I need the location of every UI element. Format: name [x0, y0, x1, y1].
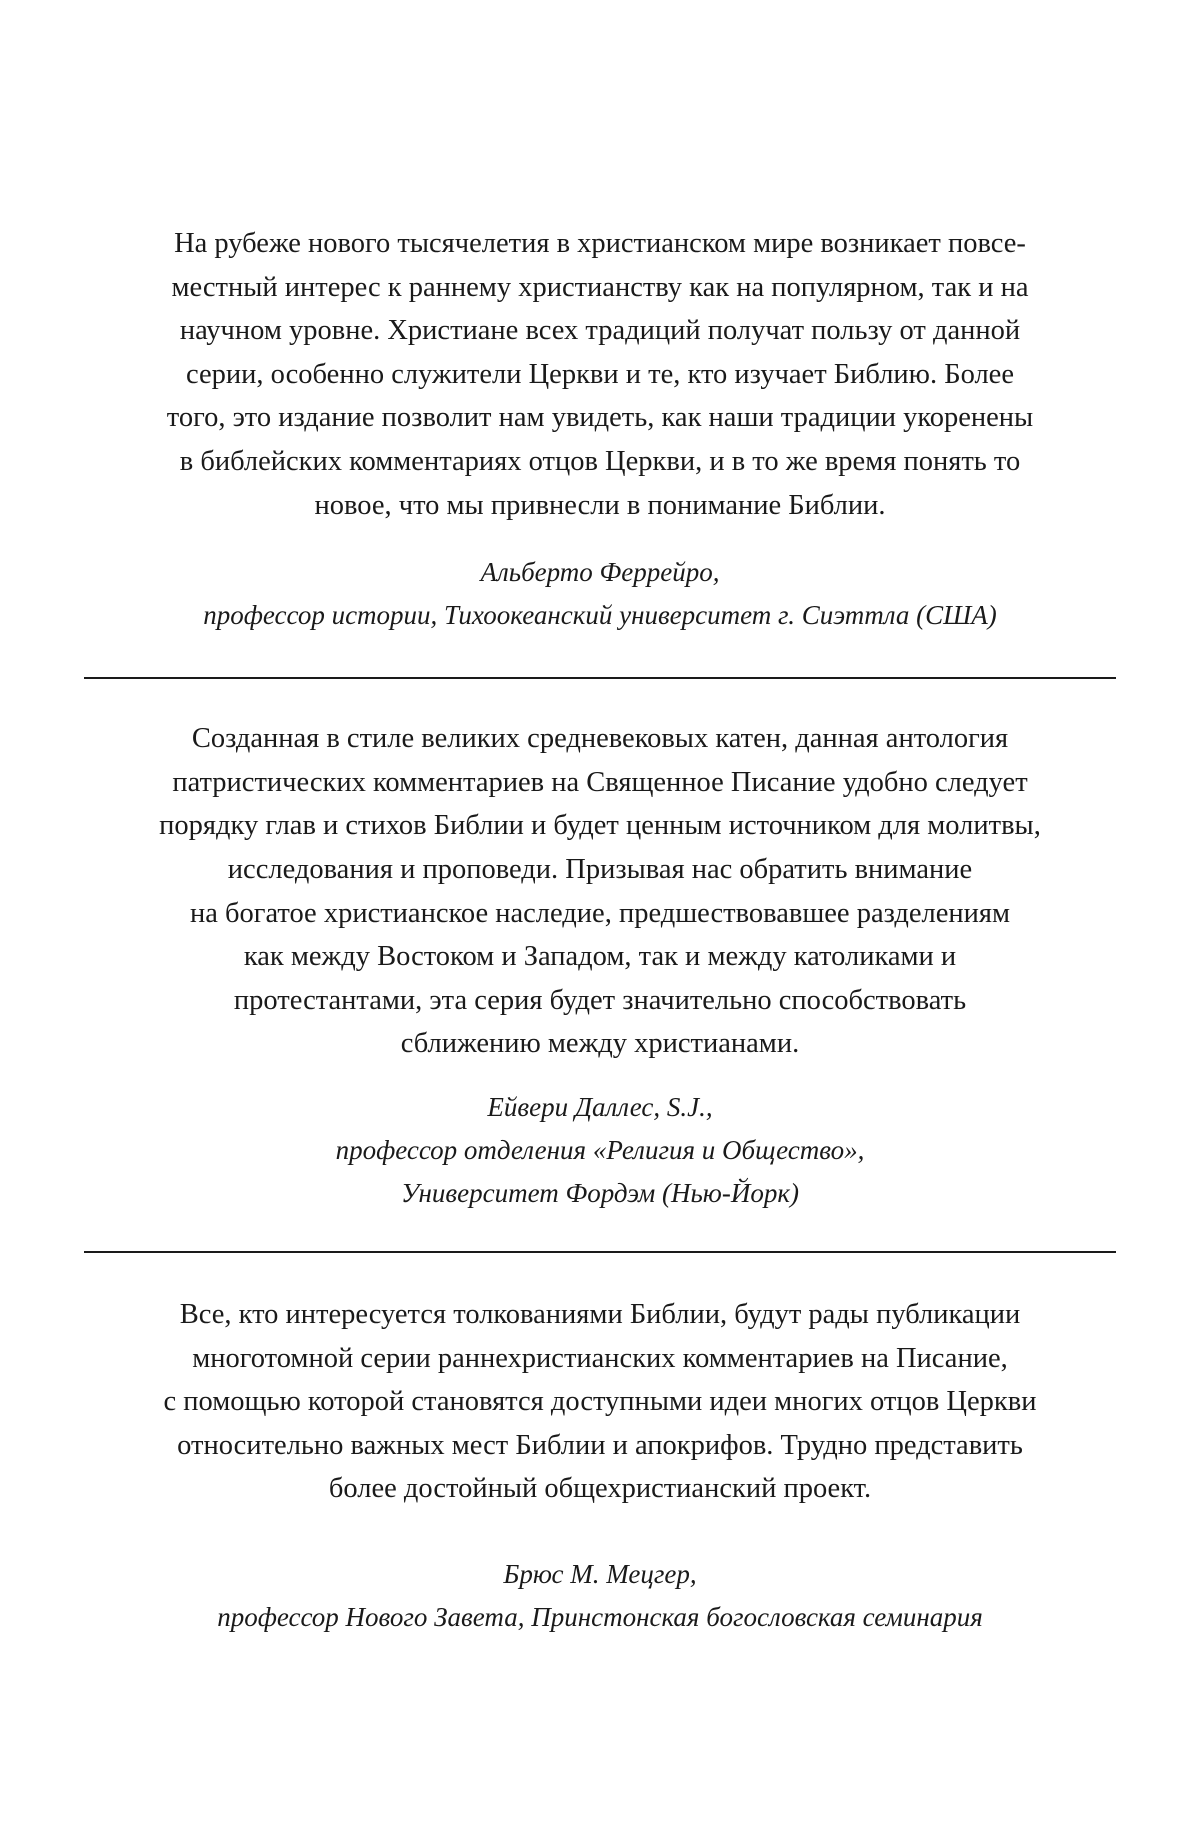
text-line: многотомной серии раннехристианских комментариев на Писание,	[192, 1342, 1008, 1374]
text-line: исследования и проповеди. Призывая нас обратить внимание	[227, 853, 973, 885]
review-3-signature	[84, 1553, 1116, 1639]
text-line: относительно важных мест Библии и апокрифов. Трудно представить	[177, 1429, 1023, 1461]
text-line: Все, кто интересуется толкованиями Библии, будут рады публикации	[179, 1298, 1021, 1330]
text-line: научном уровне. Христиане всех традиций получат пользу от данной	[179, 315, 1021, 347]
text-line: более достойный общехристианский проект.	[328, 1473, 872, 1505]
text-line: порядку глав и стихов Библии и будет ценным источником для молитвы,	[159, 810, 1041, 842]
review-3	[84, 1293, 1116, 1639]
signature-name: Брюс М. Мецгер,	[503, 1558, 697, 1589]
testimonials-page	[84, 222, 1116, 1639]
text-line: патристических комментариев на Священное Писание удобно следует	[172, 766, 1028, 798]
signature-title: профессор истории, Тихоокеанский университет г. Сиэттла (США)	[203, 600, 997, 631]
section-divider	[84, 1251, 1116, 1253]
text-line: новое, что мы привнесли в понимание Библии.	[314, 489, 886, 521]
review-3-text	[84, 1293, 1116, 1511]
text-line: на богатое христианское наследие, предшествовавшее разделениям	[189, 897, 1011, 929]
review-1-signature	[84, 551, 1116, 637]
review-2	[84, 717, 1116, 1215]
review-2-signature	[84, 1086, 1116, 1215]
text-line: с помощью которой становятся доступными идеи многих отцов Церкви	[163, 1386, 1037, 1418]
review-1	[84, 222, 1116, 637]
text-line: того, это издание позволит нам увидеть, как наши традиции укоренены	[166, 402, 1034, 434]
text-line: протестантами, эта серия будет значительно способствовать	[233, 984, 967, 1016]
signature-title: профессор отделения «Религия и Общество»,	[335, 1134, 865, 1165]
review-1-text	[84, 222, 1116, 527]
text-line: Созданная в стиле великих средневековых катен, данная антология	[191, 723, 1009, 755]
signature-name: Ейвери Даллес, S.J.,	[487, 1091, 713, 1122]
signature-name: Альберто Феррейро,	[480, 557, 720, 588]
text-line: На рубеже нового тысячелетия в христианском мире возникает повсе-	[174, 228, 1026, 259]
section-divider	[84, 677, 1116, 679]
text-line: в библейских комментариях отцов Церкви, и в то же время понять то	[179, 445, 1021, 477]
signature-affiliation: Университет Фордэм (Нью-Йорк)	[401, 1177, 799, 1208]
signature-title: профессор Нового Завета, Принстонская богословская семинария	[217, 1601, 983, 1632]
text-line: сближению между христианами.	[400, 1028, 800, 1060]
text-line: как между Востоком и Западом, так и между католиками и	[243, 941, 957, 973]
review-2-text	[84, 717, 1116, 1066]
text-line: серии, особенно служители Церкви и те, кто изучает Библию. Более	[186, 358, 1014, 390]
text-line: местный интерес к раннему христианству как на популярном, так и на	[171, 271, 1029, 303]
